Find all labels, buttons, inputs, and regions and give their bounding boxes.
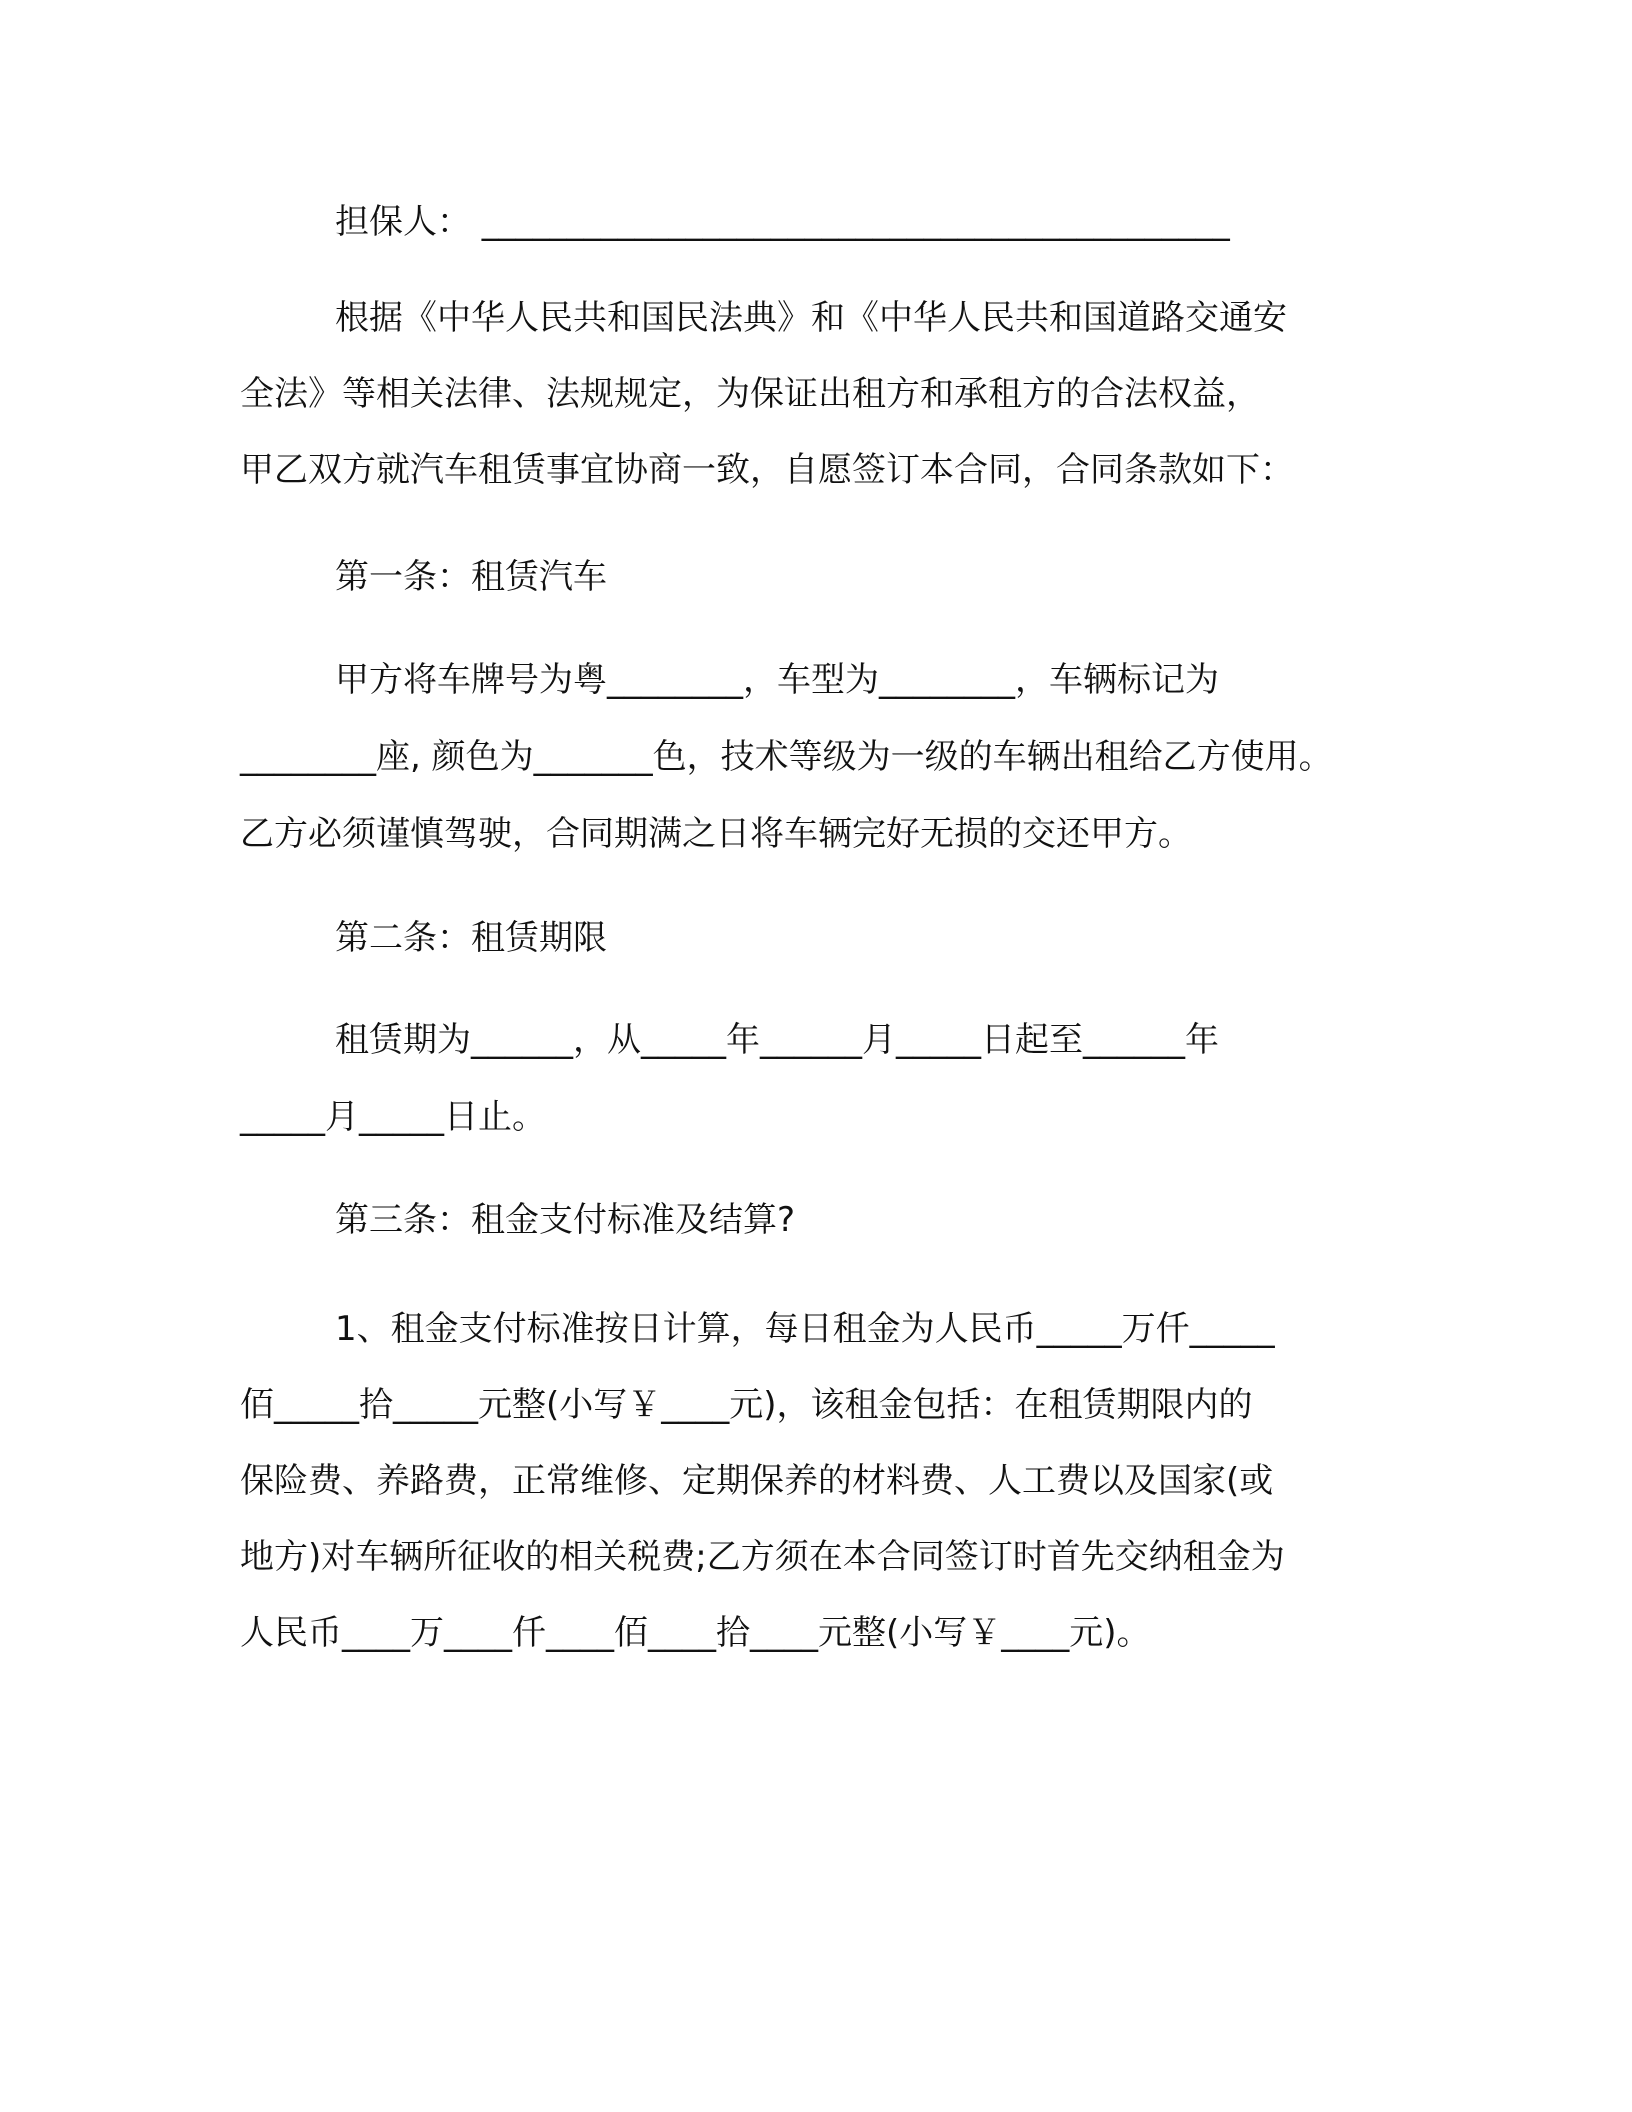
- article2-title: 第二条：租赁期限: [335, 918, 607, 958]
- article1-line-1: 甲方将车牌号为粤________，车型为________，车辆标记为: [335, 660, 1219, 700]
- article2-line-1: 租赁期为______，从_____年______月_____日起至______年: [335, 1020, 1219, 1060]
- article1-line-3: 乙方必须谨慎驾驶，合同期满之日将车辆完好无损的交还甲方。: [240, 814, 1192, 854]
- preamble-line-2: 全法》等相关法律、法规规定，为保证出租方和承租方的合法权益，: [240, 374, 1260, 414]
- preamble-line-3: 甲乙双方就汽车租赁事宜协商一致，自愿签订本合同，合同条款如下：: [240, 450, 1294, 490]
- article3-line-4: 地方)对车辆所征收的相关税费;乙方须在本合同签订时首先交纳租金为: [240, 1537, 1285, 1577]
- article3-line-5: 人民币____万____仟____佰____拾____元整(小写￥____元)。: [240, 1613, 1151, 1653]
- guarantor-line: 担保人： ____________________________________________: [335, 202, 1230, 242]
- article3-title: 第三条：租金支付标准及结算?: [335, 1200, 796, 1240]
- article3-line-1: 1、租金支付标准按日计算，每日租金为人民币_____万仟_____: [335, 1309, 1275, 1349]
- article1-title: 第一条：租赁汽车: [335, 557, 607, 597]
- article2-line-2: _____月_____日止。: [240, 1097, 546, 1137]
- preamble-line-1: 根据《中华人民共和国民法典》和《中华人民共和国道路交通安: [335, 298, 1287, 338]
- article1-line-2: ________座, 颜色为_______色，技术等级为一级的车辆出租给乙方使用。: [240, 737, 1333, 777]
- article3-line-2: 佰_____拾_____元整(小写￥____元)，该租金包括：在租赁期限内的: [240, 1385, 1253, 1425]
- article3-line-3: 保险费、养路费，正常维修、定期保养的材料费、人工费以及国家(或: [240, 1461, 1274, 1501]
